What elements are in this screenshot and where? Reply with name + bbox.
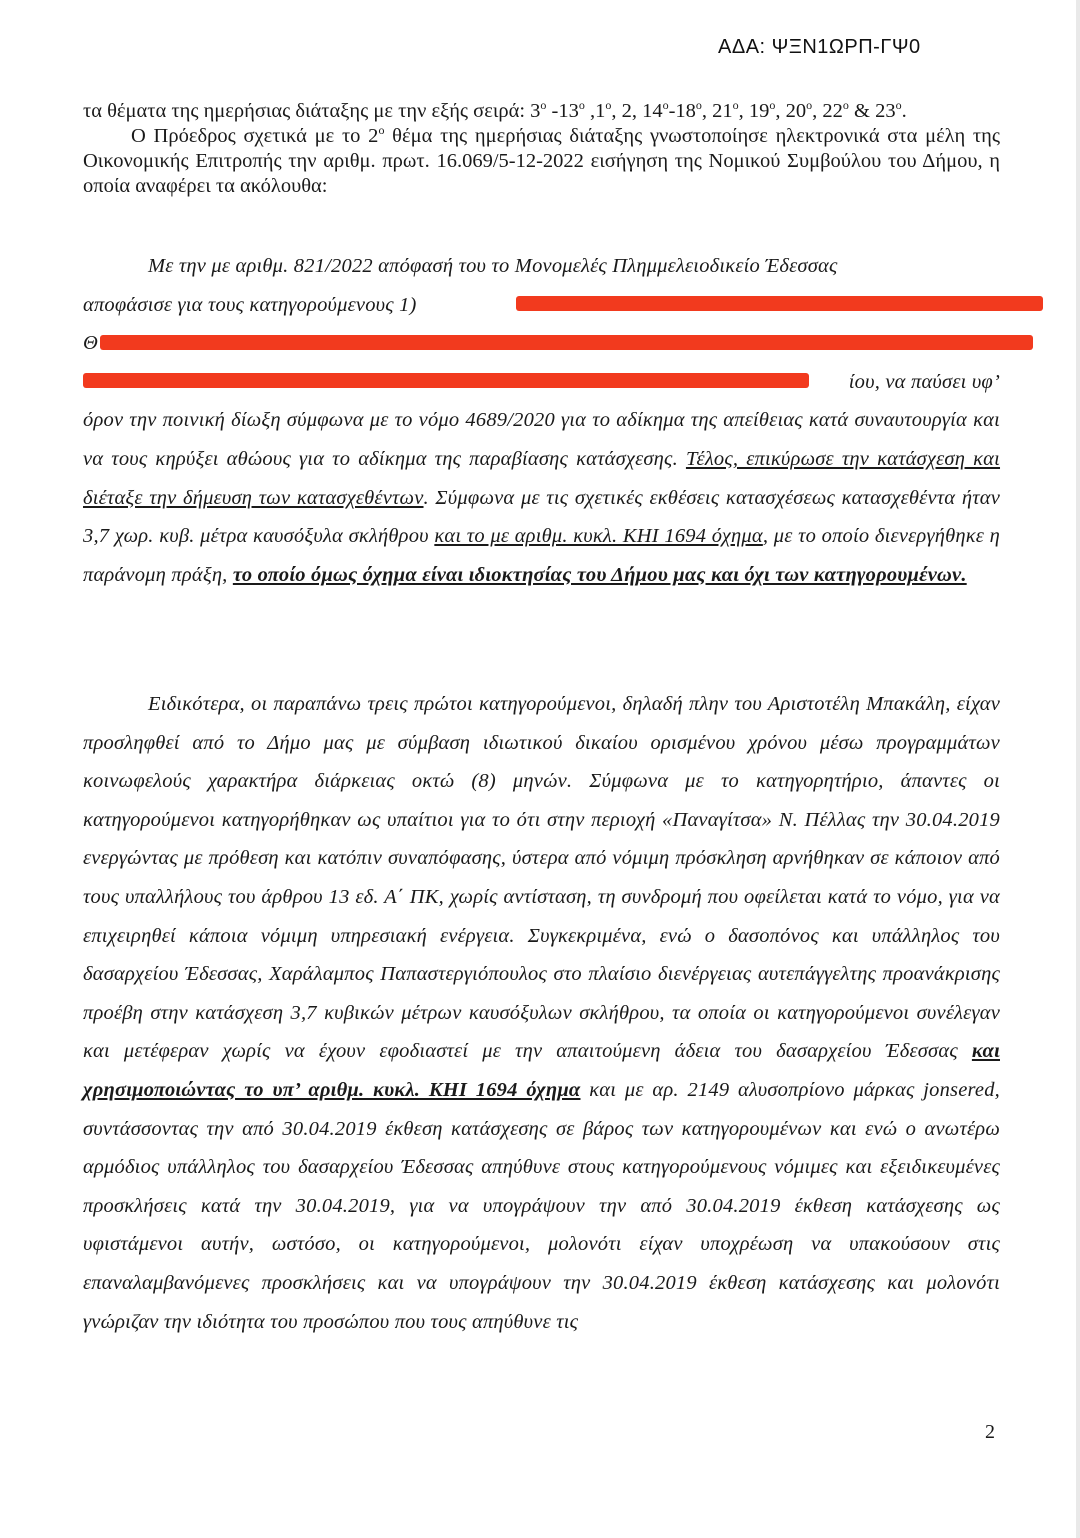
agenda-item: . bbox=[901, 100, 907, 122]
ada-code: ΑΔΑ: ΨΞΝ1ΩΡΠ-ΓΨ0 bbox=[718, 36, 921, 58]
agenda-item: -13 bbox=[546, 100, 579, 122]
agenda-item-sup: ο bbox=[662, 98, 669, 113]
page-edge bbox=[1076, 0, 1080, 1538]
para2-sup: ο bbox=[378, 123, 385, 138]
block1-line4: ίου, να παύσει υφ’ bbox=[848, 370, 1000, 393]
block1-text-a: όρον την ποινική δίωξη σύμφωνα με το νόμο 4689/2020 για το αδίκημα της απείθειας κατά συναυτουργία και να τους κηρύξει αθώους για το αδίκημα της παραβίασης κατάσχεσης. bbox=[83, 409, 1000, 470]
block1-underlined-1: Τέλος, επικύρωσε την κατάσχεση και διέταξε την δήμευση των κατασχεθέντων bbox=[83, 447, 1001, 509]
block1-line1: Με την με αριθμ. 821/2022 απόφασή του το Μονομελές Πλημμελειοδικείο Έδεσσας bbox=[148, 255, 838, 277]
block1-continuation bbox=[83, 401, 1000, 594]
block1-text-c: , με το οποίο διενεργήθηκε η παράνομη πράξη, bbox=[83, 525, 1000, 586]
block2-paragraph bbox=[83, 685, 1000, 1341]
block1-line3: Θ bbox=[83, 332, 99, 355]
agenda-order bbox=[540, 100, 906, 122]
block2-text-a: Ειδικότερα, οι παραπάνω τρεις πρώτοι κατηγορούμενοι, δηλαδή πλην του Αριστοτέλη Μπακάλη, είχαν προσληφθεί από το Δήμο μας με σύμβαση ιδιωτικού δικαίου ορισμένου χρόνου μέσω προγραμμάτων κοινωφελούς χαρακτήρα διάρκειας οκτώ (8) μηνών. Σύμφωνα με το κατηγορητήριο, άπαντες οι κατηγορούμενοι κατηγορήθηκαν ως υπαίτιοι για το ότι στην περιοχή «Παναγίτσα» Ν. Πέλλας την 30.04.2019 ενεργώντας με πρόθεση και κατόπιν συναπόφασης, ύστερα από νόμιμη πρόσκληση αρνήθηκαν σε κάποιον από τους υπαλλήλους του άρθρου 13 εδ. Α΄ ΠΚ, χωρίς αντίσταση, τη συνδρομή που οφείλεται κατά το νόμο, για να επιχειρηθεί κάποια νόμιμη υπηρεσιακή ενέργεια. Συγκεκριμένα, ενώ ο δασοπόνος και υπάλληλος του δασαρχείου Έδεσσας, Χαράλαμπος Παπαστεργιόπουλος στο πλαίσιο διενέργειας αυτεπάγγελτης προανάκρισης προέβη στην κατάσχεση 3,7 κυβικών μέτρων καυσόξυλων σκλήθρου, τα οποία οι κατηγορούμενοι συνέλεγαν και μετέφεραν χωρίς να έχουν εφοδιαστεί με την απαιτούμενη άδεια του δασαρχείου Έδεσσας bbox=[83, 693, 1000, 1063]
redaction-bar bbox=[516, 296, 1043, 311]
agenda-item-sup: ο bbox=[695, 98, 702, 113]
redaction-bar bbox=[100, 335, 1033, 350]
intro-paragraph-2 bbox=[83, 124, 1000, 199]
agenda-item: ,1 bbox=[584, 100, 606, 122]
agenda-item-sup: ο bbox=[605, 98, 612, 113]
agenda-item-sup: ο bbox=[895, 98, 902, 113]
para2-text-a: Ο Πρόεδρος σχετικά με το 2 bbox=[131, 125, 379, 147]
agenda-item: , 2, 14 bbox=[611, 100, 663, 122]
agenda-item: , 21 bbox=[701, 100, 733, 122]
block1-line2: αποφάσισε για τους κατηγορούμενους 1) bbox=[83, 293, 417, 316]
para2-text-b: θέμα της ημερήσιας διάταξης γνωστοποίησε ηλεκτρονικά στα μέλη της Οικονομικής Επιτροπής την αριθμ. πρωτ. 16.069/5-12-2022 εισήγηση της Νομικού Συμβούλου του Δήμου, η οποία αναφέρει τα ακόλουθα: bbox=[83, 125, 1000, 197]
agenda-item-sup: ο bbox=[578, 98, 585, 113]
block2-bold-underlined: και χρησιμοποιώντας το υπ’ αριθμ. κυκλ. ΚΗΙ 1694 όχημα bbox=[83, 1040, 1000, 1101]
agenda-item-sup: ο bbox=[540, 98, 547, 113]
intro-section bbox=[83, 99, 1000, 199]
agenda-item: & 23 bbox=[848, 100, 896, 122]
agenda-item-sup: ο bbox=[842, 98, 849, 113]
agenda-item-sup: ο bbox=[732, 98, 739, 113]
redaction-bar bbox=[83, 373, 809, 388]
block1-bold-underlined: το οποίο όμως όχημα είναι ιδιοκτησίας του Δήμου μας και όχι των κατηγορουμένων. bbox=[232, 563, 967, 586]
intro-line-1 bbox=[83, 99, 1000, 124]
agenda-item-sup: ο bbox=[769, 98, 776, 113]
agenda-item: , 22 bbox=[812, 100, 843, 122]
agenda-item-sup: ο bbox=[806, 98, 813, 113]
block2-text-b: και με αρ. 2149 αλυσοπρίονο μάρκας jonsered, συντάσσοντας την από 30.04.2019 έκθεση κατάσχεσης σε βάρος των κατηγορουμένων και ενώ ο ανωτέρω αρμόδιος υπάλληλος του δασαρχείου Έδεσσας απηύθυνε στους κατηγορούμενους νόμιμες και εξειδικευμένες προσκλήσεις κατά την 30.04.2019, για να υπογράψουν την από 30.04.2019 έκθεση κατάσχεσης ως υφιστάμενοι αυτήν, ωστόσο, οι κατηγορούμενοι, μολονότι είχαν υποχρέωση να υπακούσουν στις επαναλαμβανόμενες προσκλήσεις και να υπογράψουν την 30.04.2019 έκθεση κατάσχεσης και μολονότι γνώριζαν την ιδιότητα του προσώπου που τους απηύθυνε τις bbox=[83, 1078, 1000, 1333]
block-2 bbox=[83, 685, 1000, 1341]
agenda-item: , 20 bbox=[775, 100, 807, 122]
agenda-item: -18 bbox=[668, 100, 696, 122]
intro-line-1-text: τα θέματα της ημερήσιας διάταξης με την εξής σειρά: 3 bbox=[83, 100, 541, 122]
agenda-item: , 19 bbox=[738, 100, 770, 122]
block1-text-b: . Σύμφωνα με τις σχετικές εκθέσεις κατασχέσεως κατασχεθέντα ήταν 3,7 χωρ. κυβ. μέτρα καυσόξυλα σκλήθρου bbox=[83, 486, 1000, 548]
block1-underlined-2: και το με αριθμ. κυκλ. ΚΗΙ 1694 όχημα bbox=[434, 525, 763, 548]
page-number: 2 bbox=[985, 1421, 995, 1443]
